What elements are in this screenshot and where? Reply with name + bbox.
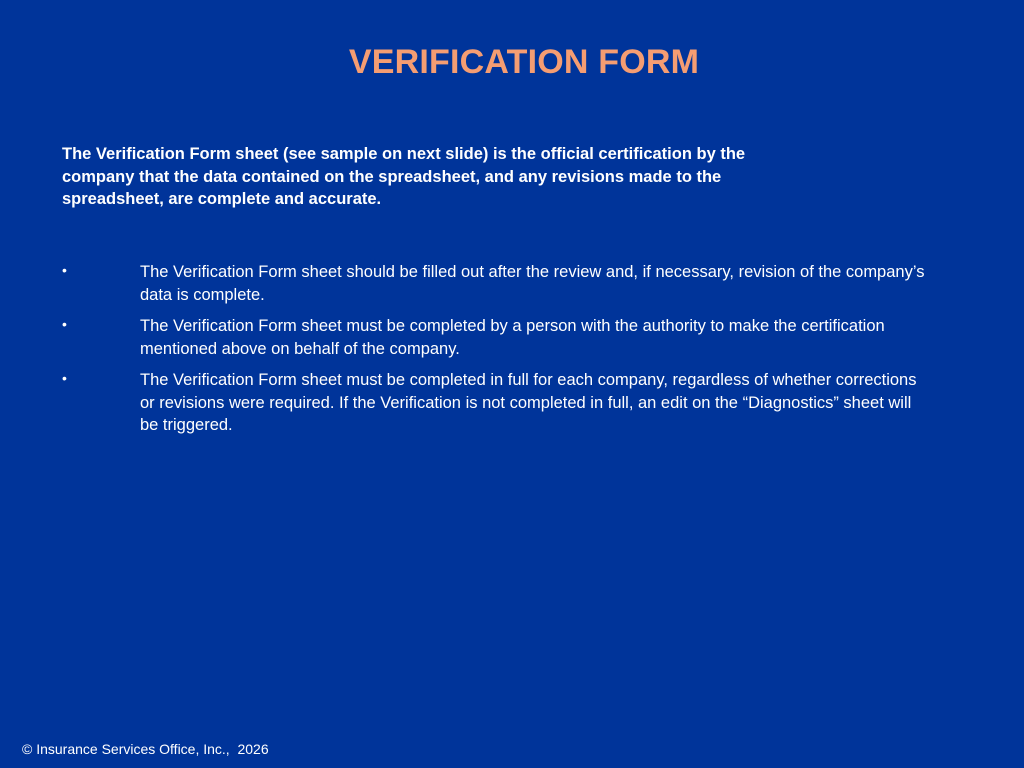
bullet-item <box>0 315 1024 360</box>
bullet-list <box>0 261 1024 446</box>
copyright-footer: © Insurance Services Office, Inc., 2026 <box>22 741 269 757</box>
bullet-text: The Verification Form sheet must be completed by a person with the authority to make the certification mentioned above on behalf of the company. <box>140 317 885 358</box>
intro-paragraph: The Verification Form sheet (see sample on next slide) is the official certification by the company that the data contained on the spreadsheet, and any revisions made to the spreadsheet, are complete and accurate. <box>62 145 746 208</box>
bullet-icon: • <box>62 262 67 278</box>
bullet-item <box>0 369 1024 437</box>
bullet-icon: • <box>62 370 67 386</box>
slide-title: VERIFICATION FORM <box>348 43 700 81</box>
bullet-text: The Verification Form sheet should be filled out after the review and, if necessary, revision of the company’s data is complete. <box>140 263 925 304</box>
bullet-icon: • <box>62 316 67 332</box>
bullet-item <box>0 261 1024 306</box>
bullet-text: The Verification Form sheet must be completed in full for each company, regardless of whether corrections or revisions were required. If the Verification is not completed in full, an edit on the “Diagnostics” sheet will be triggered. <box>140 371 917 434</box>
